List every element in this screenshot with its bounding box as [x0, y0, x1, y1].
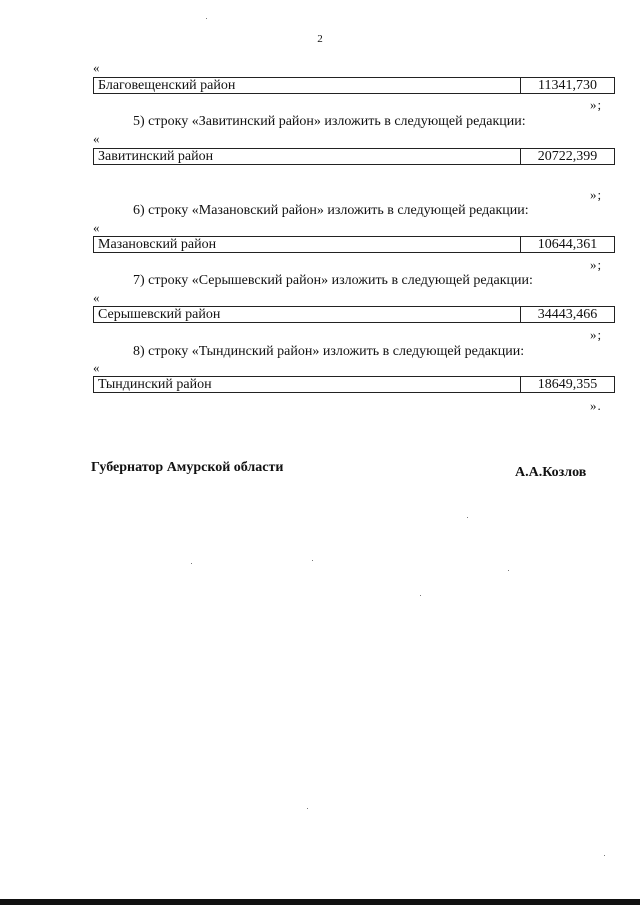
scan-speck [191, 563, 192, 564]
opening-quote: « [93, 220, 100, 235]
signatory-position: Губернатор Амурской области [91, 460, 284, 475]
scan-border [0, 899, 640, 905]
closing-quote: »; [590, 187, 603, 202]
opening-quote: « [93, 290, 100, 305]
district-row [93, 148, 615, 165]
district-row [93, 306, 615, 323]
district-name: Тындинский район [94, 377, 521, 393]
district-name: Благовещенский район [94, 78, 521, 94]
scan-speck [312, 560, 313, 561]
district-name: Завитинский район [94, 149, 521, 165]
instruction-7: 7) строку «Серышевский район» изложить в следующей редакции: [133, 273, 533, 288]
district-row [93, 376, 615, 393]
page-number: 2 [317, 33, 323, 45]
closing-quote: »; [590, 97, 603, 112]
scan-speck [420, 595, 421, 596]
district-name: Мазановский район [94, 237, 521, 253]
district-value: 34443,466 [521, 307, 615, 323]
opening-quote: « [93, 360, 100, 375]
closing-quote: »; [590, 257, 603, 272]
closing-quote: ». [590, 398, 602, 413]
scan-speck [206, 18, 207, 19]
district-value: 10644,361 [521, 237, 615, 253]
scan-speck [604, 855, 605, 856]
district-row [93, 236, 615, 253]
opening-quote: « [93, 131, 100, 146]
district-row [93, 77, 615, 94]
instruction-8: 8) строку «Тындинский район» изложить в следующей редакции: [133, 344, 525, 359]
district-value: 11341,730 [521, 78, 615, 94]
instruction-6: 6) строку «Мазановский район» изложить в следующей редакции: [133, 203, 529, 218]
scan-speck [467, 517, 468, 518]
scan-speck [307, 808, 308, 809]
opening-quote: « [93, 60, 100, 75]
district-name: Серышевский район [94, 307, 521, 323]
district-value: 20722,399 [521, 149, 615, 165]
signatory-name: А.А.Козлов [515, 465, 587, 480]
closing-quote: »; [590, 327, 603, 342]
scan-speck [508, 570, 509, 571]
instruction-5: 5) строку «Завитинский район» изложить в следующей редакции: [133, 114, 526, 129]
district-value: 18649,355 [521, 377, 615, 393]
